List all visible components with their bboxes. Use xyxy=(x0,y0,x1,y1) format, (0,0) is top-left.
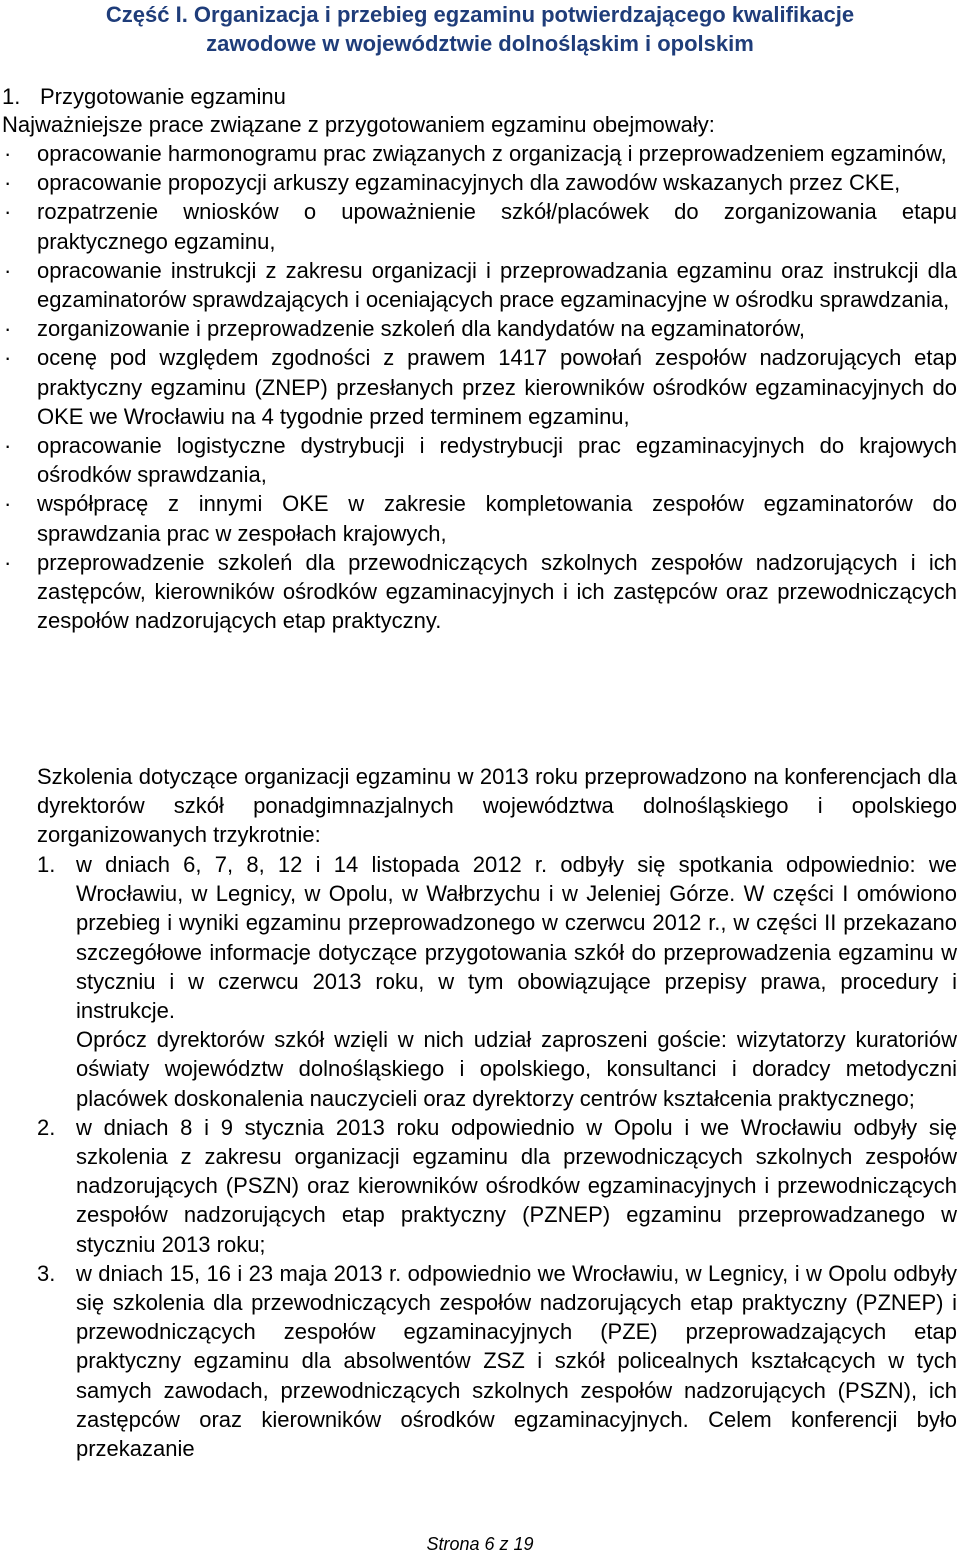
bullet-icon: · xyxy=(4,199,12,225)
bullet-icon: · xyxy=(4,257,12,283)
item-text-continued: Oprócz dyrektorów szkół wzięli w nich udział zaproszeni goście: wizytatorzy kuratoriów oświaty województw dolnośląskiego i opolskiego, konsultanci i doradcy metodyczni placówek doskonalenia nauczycieli oraz dyrektorzy centrów kształcenia praktycznego; xyxy=(76,1027,957,1111)
list-item xyxy=(0,168,957,197)
part-title-line-2: zawodowe w województwie dolnośląskim i opolskim xyxy=(206,31,754,56)
bullet-icon: · xyxy=(4,141,12,166)
list-item-text: współpracę z innymi OKE w zakresie kompletowania zespołów egzaminatorów do sprawdzania prac w zespołach krajowych, xyxy=(37,491,957,546)
bullet-icon: · xyxy=(4,549,12,575)
list-item-text: opracowanie harmonogramu prac związanych z organizacją i przeprowadzeniem egzaminów, xyxy=(37,141,947,166)
list-item-text: opracowanie propozycji arkuszy egzaminacyjnych dla zawodów wskazanych przez CKE, xyxy=(37,170,901,196)
list-item-text: opracowanie instrukcji z zakresu organizacji i przeprowadzania egzaminu oraz instrukcji dla egzaminatorów sprawdzających i oceniających prace egzaminacyjne w ośrodku sprawdzania, xyxy=(37,257,957,313)
page-number-footer: Strona 6 z 19 xyxy=(426,1534,534,1554)
section-number: 1. xyxy=(2,84,21,109)
list-item xyxy=(0,256,957,314)
list-item xyxy=(0,314,957,343)
training-list xyxy=(0,850,957,1463)
list-item-text: rozpatrzenie wniosków o upoważnienie szkół/placówek do zorganizowania etapu praktycznego egzaminu, xyxy=(37,199,957,254)
bullet-icon: · xyxy=(4,491,12,517)
intro-text: Najważniejsze prace związane z przygotowaniem egzaminu obejmowały: xyxy=(2,112,715,137)
list-item-text: zorganizowanie i przeprowadzenie szkoleń dla kandydatów na egzaminatorów, xyxy=(37,316,806,342)
bullet-icon: · xyxy=(4,433,12,459)
section-title: Przygotowanie egzaminu xyxy=(40,84,286,109)
item-text: w dniach 6, 7, 8, 12 i 14 listopada 2012 r. odbyły się spotkania odpowiednio: we Wrocławiu, w Legnicy, w Opolu, w Wałbrzychu i w Jeleniej Górze. W części I omówiono przebieg i wyniki egzaminu przeprowadzonego w czerwcu 2012 r., w części II przekazano szczegółowe informacje dotyczące przygotowania szkół do przeprowadzenia egzaminu w styczniu i w czerwcu 2013 roku, w tym obowiązujące przepisy prawa, procedury i instrukcje. xyxy=(76,852,957,1024)
numbered-item xyxy=(0,1259,957,1463)
list-item xyxy=(0,139,957,168)
numbered-item xyxy=(0,1113,957,1259)
item-number: 3. xyxy=(37,1260,56,1286)
part-title-line-1: Część I. Organizacja i przebieg egzaminu potwierdzającego kwalifikacje xyxy=(105,2,855,27)
list-item xyxy=(0,197,957,255)
section-heading xyxy=(2,82,286,111)
bullet-icon: · xyxy=(4,345,12,371)
list-item-text: ocenę pod względem zgodności z prawem 1417 powołań zespołów nadzorujących etap praktyczny egzaminu (ZNEP) przesłanych przez kierowników ośrodków egzaminacyjnych do OKE we Wrocławiu na 4 tygodnie przed terminem egzaminu, xyxy=(37,345,957,429)
item-number: 1. xyxy=(37,852,56,877)
bullet-icon: · xyxy=(4,170,12,196)
numbered-item xyxy=(0,850,957,1113)
list-item-text: przeprowadzenie szkoleń dla przewodniczących szkolnych zespołów nadzorujących i ich zastępców, kierowników ośrodków egzaminacyjnych i ich zastępców oraz przewodniczących zespołów nadzorujących etap praktyczny. xyxy=(37,549,957,634)
list-item xyxy=(0,548,957,636)
list-item xyxy=(0,489,957,547)
list-item xyxy=(0,431,957,489)
item-text: w dniach 15, 16 i 23 maja 2013 r. odpowiednio we Wrocławiu, w Legnicy, i w Opolu odbyły się szkolenia dla przewodniczących zespołów nadzorujących etap praktyczny (PZNEP) i przewodniczących zespołów egzaminacyjnych (PZE) przeprowadzających etap praktyczny egzaminu dla absolwentów ZSZ i szkół policealnych kształcących w tych samych zawodach, przewodniczących szkolnych zespołów nadzorujących (PSZN), ich zastępców oraz kierowników ośrodków egzaminacyjnych. Celem konferencji było przekazanie xyxy=(76,1260,957,1462)
part-title xyxy=(0,0,960,58)
item-number: 2. xyxy=(37,1114,56,1140)
training-paragraph: Szkolenia dotyczące organizacji egzaminu w 2013 roku przeprowadzono na konferencjach dla dyrektorów szkół ponadgimnazjalnych województwa dolnośląskiego i opolskiego zorganizowanych trzykrotnie: xyxy=(37,764,957,848)
list-item xyxy=(0,343,957,431)
bullet-icon: · xyxy=(4,316,12,342)
item-text: w dniach 8 i 9 stycznia 2013 roku odpowiednio w Opolu i we Wrocławiu odbyły się szkolenia z zakresu organizacji egzaminu dla przewodniczących szkolnych zespołów nadzorujących (PSZN) oraz kierowników ośrodków egzaminacyjnych i przewodniczących zespołów nadzorujących etap praktyczny (PZNEP) egzaminu przeprowadzanego w styczniu 2013 roku; xyxy=(76,1114,957,1257)
tasks-list xyxy=(0,139,957,635)
list-item-text: opracowanie logistyczne dystrybucji i redystrybucji prac egzaminacyjnych do krajowych ośrodków sprawdzania, xyxy=(37,433,957,488)
